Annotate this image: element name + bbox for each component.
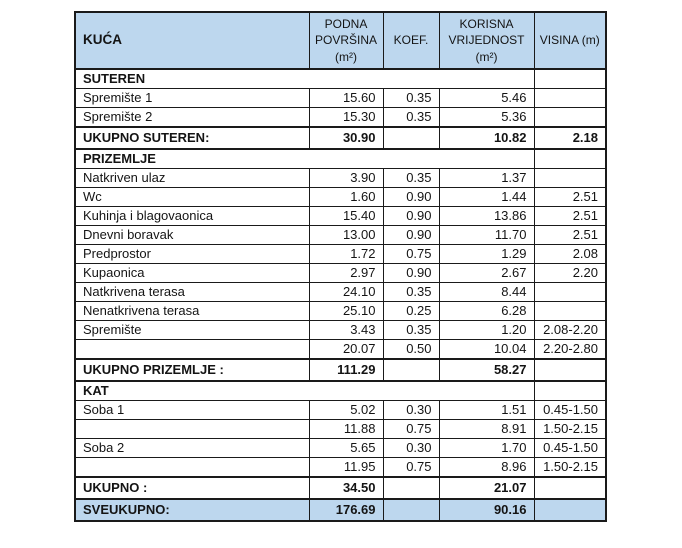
section-header-row [75, 381, 606, 401]
korisna-vrijednost-cell: 2.67 [439, 264, 534, 283]
visina-cell [534, 169, 606, 188]
podna-povrsina-cell: 25.10 [309, 302, 383, 321]
room-label-cell: UKUPNO PRIZEMLJE : [75, 359, 309, 381]
podna-povrsina-cell: 111.29 [309, 359, 383, 381]
podna-povrsina-cell: 5.02 [309, 401, 383, 420]
korisna-vrijednost-cell: 1.51 [439, 401, 534, 420]
visina-cell [534, 302, 606, 321]
visina-cell: 2.51 [534, 207, 606, 226]
section-label-cell: KAT [75, 381, 534, 401]
section-label-cell: SUTEREN [75, 69, 534, 89]
room-label-cell [75, 420, 309, 439]
table-row [75, 207, 606, 226]
korisna-vrijednost-cell: 1.37 [439, 169, 534, 188]
visina-cell [534, 69, 606, 89]
koef-cell: 0.90 [383, 188, 439, 207]
korisna-vrijednost-cell: 5.46 [439, 89, 534, 108]
room-label-cell: Natkriven ulaz [75, 169, 309, 188]
visina-cell: 2.18 [534, 127, 606, 149]
table-row [75, 188, 606, 207]
table-row [75, 439, 606, 458]
podna-povrsina-cell: 11.95 [309, 458, 383, 478]
table-row [75, 302, 606, 321]
visina-cell [534, 149, 606, 169]
koef-cell: 0.90 [383, 207, 439, 226]
table-row [75, 108, 606, 128]
subtotal-row [75, 127, 606, 149]
visina-cell [534, 381, 606, 401]
korisna-vrijednost-cell: 10.04 [439, 340, 534, 360]
visina-cell: 0.45-1.50 [534, 401, 606, 420]
koef-cell: 0.90 [383, 264, 439, 283]
section-header-row [75, 149, 606, 169]
visina-cell: 2.51 [534, 226, 606, 245]
room-label-cell [75, 340, 309, 360]
koef-cell [383, 127, 439, 149]
table-row [75, 264, 606, 283]
table-row [75, 340, 606, 360]
col-header-koef: KOEF. [383, 12, 439, 69]
koef-cell: 0.35 [383, 108, 439, 128]
koef-cell [383, 499, 439, 521]
korisna-vrijednost-cell: 1.70 [439, 439, 534, 458]
col-header-podna-povrsina: PODNA POVRŠINA (m²) [309, 12, 383, 69]
table-row [75, 283, 606, 302]
korisna-vrijednost-cell: 6.28 [439, 302, 534, 321]
visina-cell [534, 283, 606, 302]
table-row [75, 169, 606, 188]
table-row [75, 245, 606, 264]
podna-povrsina-cell: 13.00 [309, 226, 383, 245]
visina-cell [534, 499, 606, 521]
header-row [75, 12, 606, 69]
podna-povrsina-cell: 11.88 [309, 420, 383, 439]
visina-cell: 2.08-2.20 [534, 321, 606, 340]
visina-cell: 0.45-1.50 [534, 439, 606, 458]
koef-cell: 0.50 [383, 340, 439, 360]
room-label-cell: SVEUKUPNO: [75, 499, 309, 521]
korisna-vrijednost-cell: 5.36 [439, 108, 534, 128]
col-header-korisna-vrijednost: KORISNA VRIJEDNOST (m²) [439, 12, 534, 69]
podna-povrsina-cell: 2.97 [309, 264, 383, 283]
koef-cell [383, 477, 439, 499]
col-header-kuca: KUĆA [75, 12, 309, 69]
podna-povrsina-cell: 15.40 [309, 207, 383, 226]
room-label-cell: Kuhinja i blagovaonica [75, 207, 309, 226]
visina-cell [534, 477, 606, 499]
room-label-cell: Spremište 1 [75, 89, 309, 108]
section-header-row [75, 69, 606, 89]
room-label-cell [75, 458, 309, 478]
room-label-cell: Spremište 2 [75, 108, 309, 128]
room-label-cell: Spremište [75, 321, 309, 340]
table-row [75, 458, 606, 478]
house-area-table [74, 11, 607, 522]
podna-povrsina-cell: 176.69 [309, 499, 383, 521]
korisna-vrijednost-cell: 1.20 [439, 321, 534, 340]
room-label-cell: Kupaonica [75, 264, 309, 283]
subtotal-row [75, 359, 606, 381]
koef-cell: 0.75 [383, 245, 439, 264]
podna-povrsina-cell: 5.65 [309, 439, 383, 458]
room-label-cell: Wc [75, 188, 309, 207]
table-row [75, 89, 606, 108]
section-label-cell: PRIZEMLJE [75, 149, 534, 169]
table-body [75, 69, 606, 521]
korisna-vrijednost-cell: 21.07 [439, 477, 534, 499]
koef-cell: 0.35 [383, 89, 439, 108]
podna-povrsina-cell: 30.90 [309, 127, 383, 149]
room-label-cell: Nenatkrivena terasa [75, 302, 309, 321]
podna-povrsina-cell: 3.90 [309, 169, 383, 188]
podna-povrsina-cell: 15.30 [309, 108, 383, 128]
podna-povrsina-cell: 3.43 [309, 321, 383, 340]
korisna-vrijednost-cell: 8.44 [439, 283, 534, 302]
room-label-cell: UKUPNO : [75, 477, 309, 499]
korisna-vrijednost-cell: 13.86 [439, 207, 534, 226]
visina-cell: 2.20 [534, 264, 606, 283]
table-row [75, 226, 606, 245]
visina-cell [534, 359, 606, 381]
koef-cell: 0.35 [383, 169, 439, 188]
visina-cell [534, 108, 606, 128]
korisna-vrijednost-cell: 1.44 [439, 188, 534, 207]
korisna-vrijednost-cell: 10.82 [439, 127, 534, 149]
podna-povrsina-cell: 1.60 [309, 188, 383, 207]
koef-cell: 0.30 [383, 401, 439, 420]
room-label-cell: Dnevni boravak [75, 226, 309, 245]
koef-cell [383, 359, 439, 381]
podna-povrsina-cell: 20.07 [309, 340, 383, 360]
visina-cell: 1.50-2.15 [534, 420, 606, 439]
room-label-cell: Soba 1 [75, 401, 309, 420]
podna-povrsina-cell: 1.72 [309, 245, 383, 264]
podna-povrsina-cell: 15.60 [309, 89, 383, 108]
korisna-vrijednost-cell: 90.16 [439, 499, 534, 521]
koef-cell: 0.25 [383, 302, 439, 321]
koef-cell: 0.30 [383, 439, 439, 458]
korisna-vrijednost-cell: 1.29 [439, 245, 534, 264]
room-label-cell: UKUPNO SUTEREN: [75, 127, 309, 149]
subtotal-row [75, 477, 606, 499]
podna-povrsina-cell: 34.50 [309, 477, 383, 499]
koef-cell: 0.75 [383, 458, 439, 478]
koef-cell: 0.35 [383, 321, 439, 340]
koef-cell: 0.35 [383, 283, 439, 302]
visina-cell: 1.50-2.15 [534, 458, 606, 478]
col-header-visina: VISINA (m) [534, 12, 606, 69]
table-row [75, 420, 606, 439]
korisna-vrijednost-cell: 8.96 [439, 458, 534, 478]
podna-povrsina-cell: 24.10 [309, 283, 383, 302]
table-row [75, 321, 606, 340]
room-label-cell: Soba 2 [75, 439, 309, 458]
korisna-vrijednost-cell: 11.70 [439, 226, 534, 245]
koef-cell: 0.75 [383, 420, 439, 439]
koef-cell: 0.90 [383, 226, 439, 245]
visina-cell: 2.08 [534, 245, 606, 264]
table-row [75, 401, 606, 420]
visina-cell [534, 89, 606, 108]
room-label-cell: Natkrivena terasa [75, 283, 309, 302]
korisna-vrijednost-cell: 58.27 [439, 359, 534, 381]
visina-cell: 2.51 [534, 188, 606, 207]
grand-total-row [75, 499, 606, 521]
korisna-vrijednost-cell: 8.91 [439, 420, 534, 439]
visina-cell: 2.20-2.80 [534, 340, 606, 360]
room-label-cell: Predprostor [75, 245, 309, 264]
